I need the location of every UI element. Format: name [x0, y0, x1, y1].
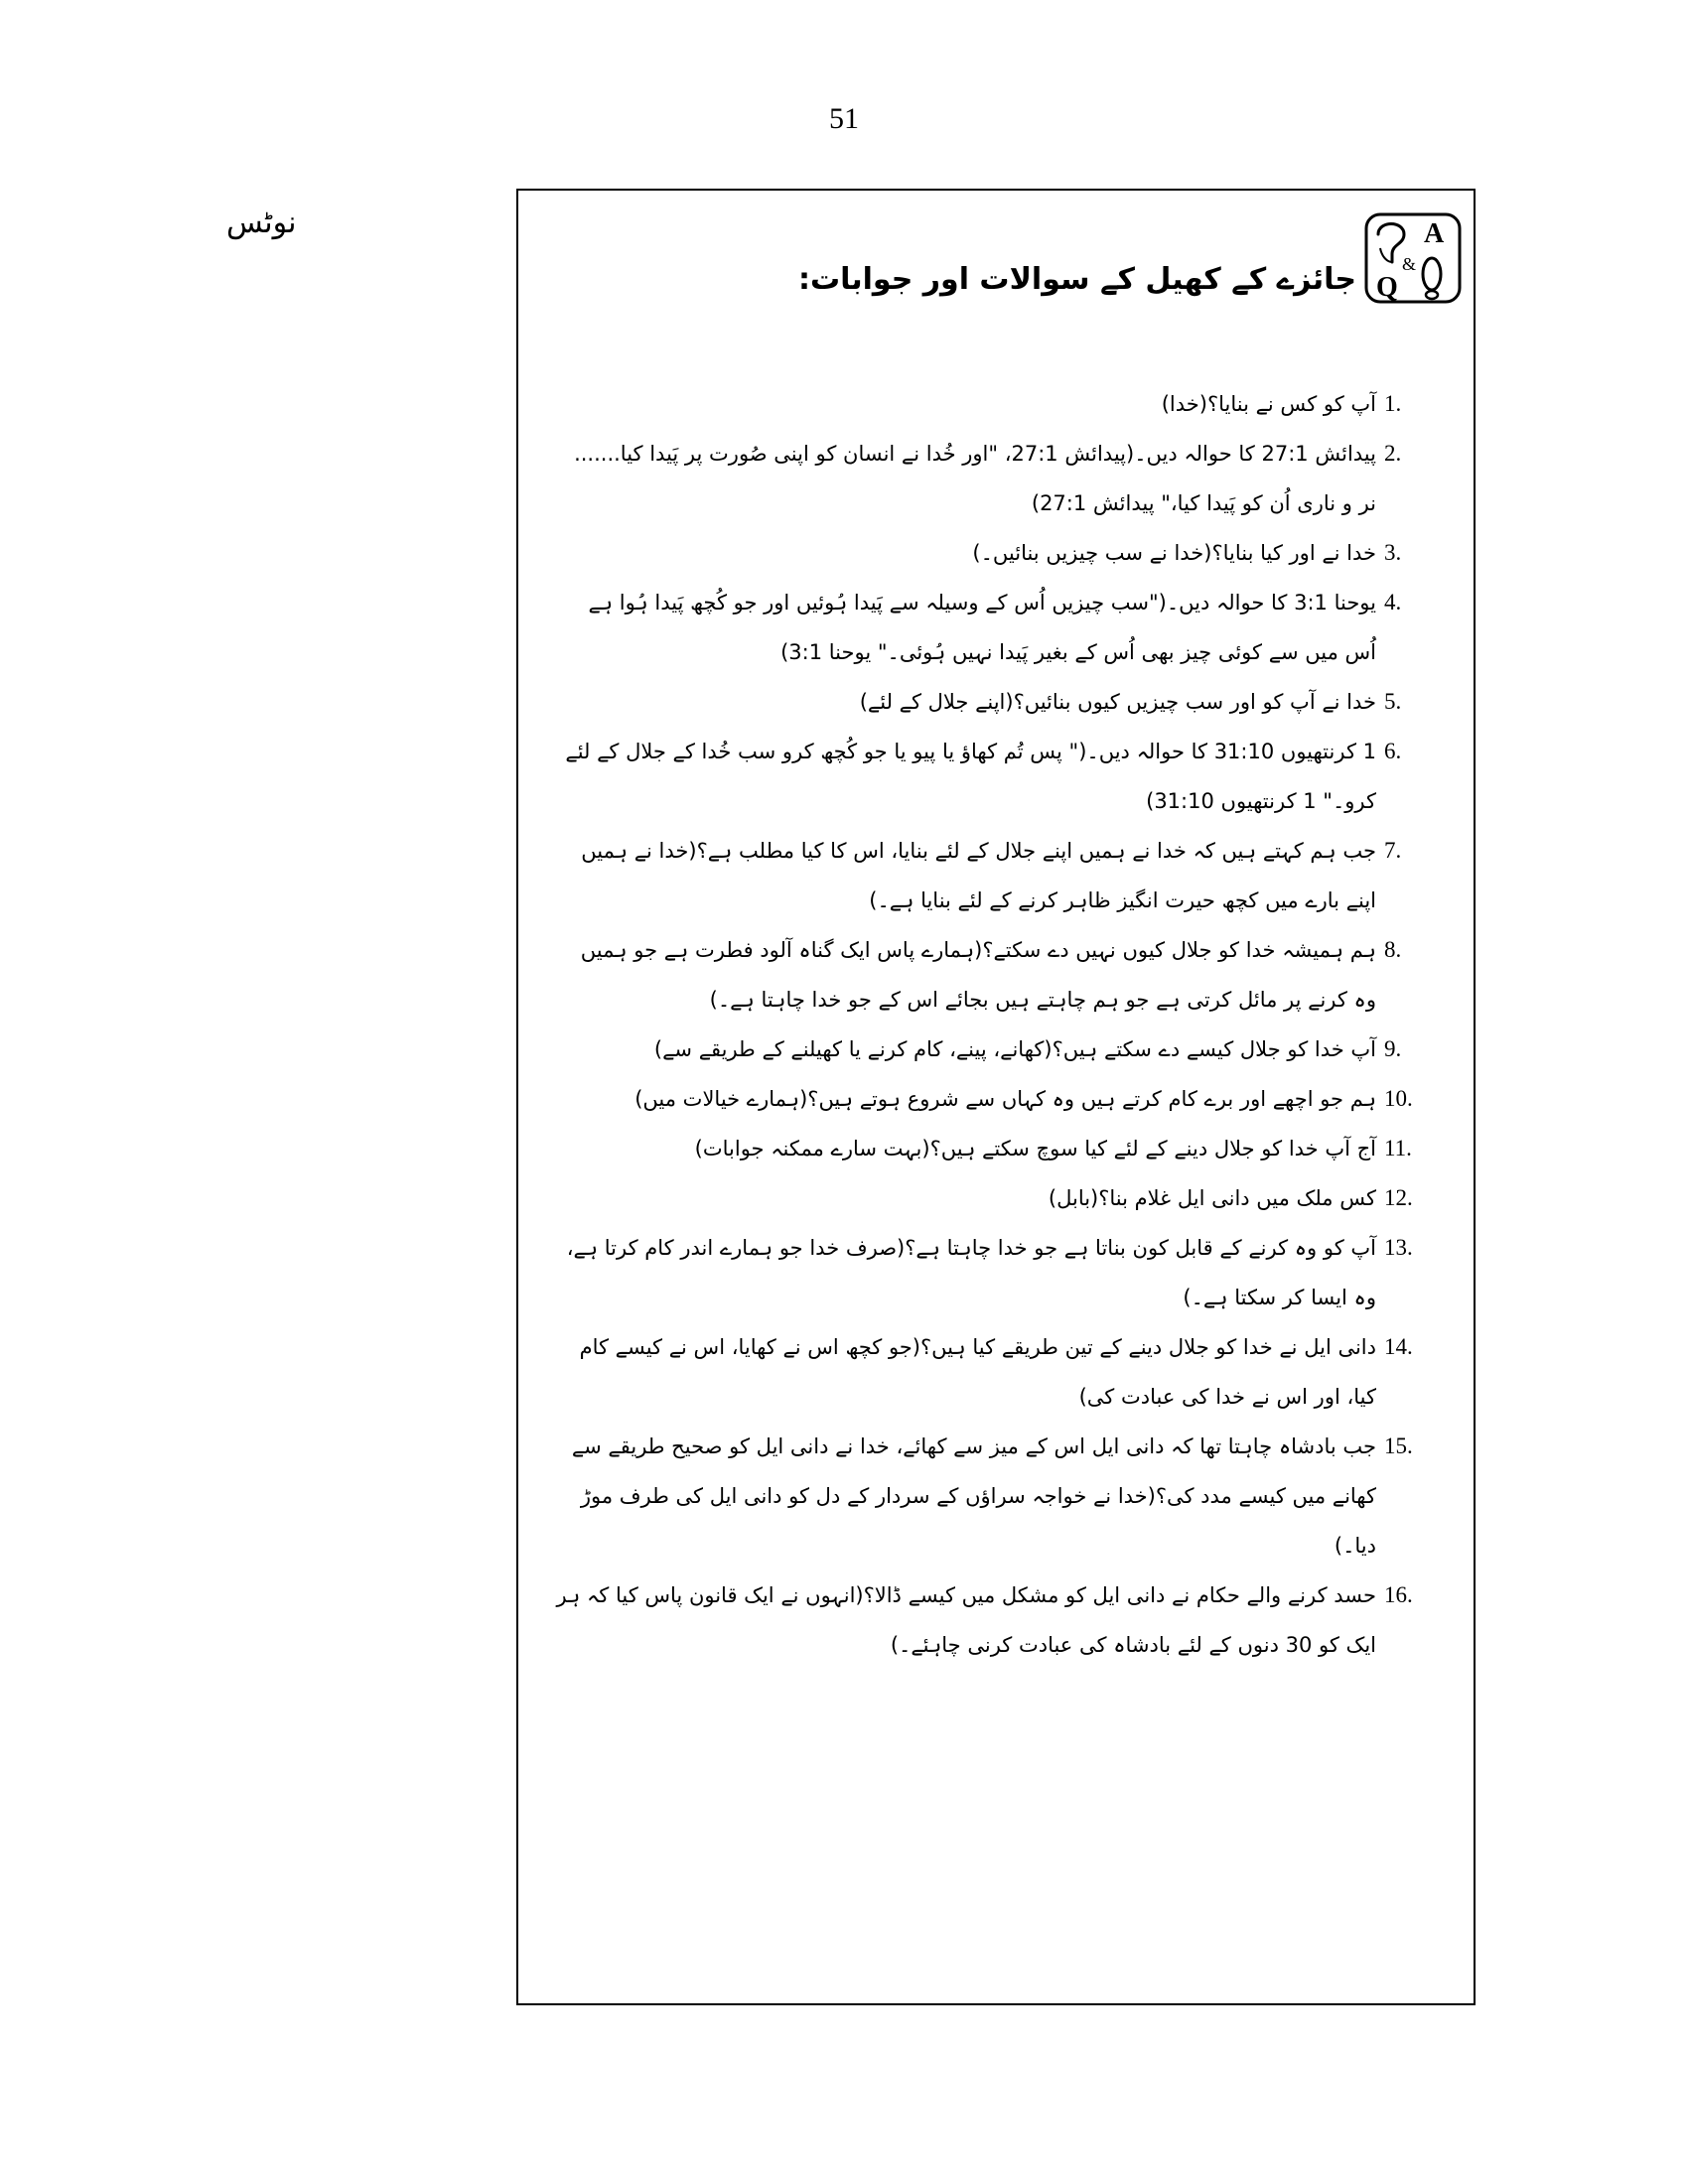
qa-item-number: 11. [1384, 1136, 1412, 1160]
qa-icon-letter-a: A [1424, 218, 1445, 249]
qa-item [554, 578, 1438, 677]
qa-item-text: آپ کو کس نے بنایا؟(خدا) [1161, 392, 1376, 416]
qa-item-number: 13. [1384, 1235, 1413, 1260]
section-title: جائزے کے کھیل کے سوالات اور جوابات: [797, 262, 1356, 297]
qa-icon-ampersand: & [1402, 254, 1417, 274]
qa-item [554, 1223, 1438, 1322]
qa-item-number: 8. [1384, 937, 1402, 962]
qa-item-text: یوحنا 3:1 کا حوالہ دیں۔("سب چیزیں اُس کے وسیلہ سے پَیدا ہُوئیں اور جو کُچھ پَیدا ہُوا ہے اُس میں سے کوئی چیز بھی اُس کے بغیر پَیدا نہیں ہُوئی۔" یوحنا 3:1) [588, 591, 1376, 664]
qa-item [554, 379, 1438, 429]
qa-item [554, 1173, 1438, 1223]
qa-item [554, 1570, 1438, 1670]
qa-item-text: دانی ایل نے خدا کو جلال دینے کے تین طریقے کیا ہیں؟(جو کچھ اس نے کھایا، اس نے کیسے کام کیا، اور اس نے خدا کی عبادت کی) [579, 1335, 1376, 1409]
qa-item [554, 1024, 1438, 1074]
qa-item-number: 12. [1384, 1185, 1413, 1210]
qa-item-number: 10. [1384, 1086, 1413, 1111]
qa-item-number: 1. [1384, 391, 1402, 416]
qa-list [554, 379, 1438, 1670]
qa-item-number: 3. [1384, 540, 1402, 565]
qa-item-text: آپ خدا کو جلال کیسے دے سکتے ہیں؟(کھانے، پینے، کام کرنے یا کھیلنے کے طریقے سے) [653, 1037, 1376, 1061]
qa-item-number: 6. [1384, 739, 1402, 763]
qa-item-text: ہم ہمیشہ خدا کو جلال کیوں نہیں دے سکتے؟(ہمارے پاس ایک گناہ آلود فطرت ہے جو ہمیں وہ کرنے پر مائل کرتی ہے جو ہم چاہتے ہیں بجائے اس کے جو خدا چاہتا ہے۔) [580, 938, 1376, 1012]
qa-icon-letter-q: Q [1376, 272, 1398, 303]
qa-item-text: خدا نے اور کیا بنایا؟(خدا نے سب چیزیں بنائیں۔) [972, 541, 1376, 565]
qa-item [554, 1422, 1438, 1570]
qa-item [554, 1074, 1438, 1124]
qa-item [554, 925, 1438, 1024]
content-box [516, 189, 1476, 2005]
qa-item-text: آج آپ خدا کو جلال دینے کے لئے کیا سوچ سکتے ہیں؟(بہت سارے ممکنہ جوابات) [694, 1137, 1376, 1160]
qa-item-number: 5. [1384, 689, 1402, 714]
qa-item-text: کس ملک میں دانی ایل غلام بنا؟(بابل) [1048, 1186, 1376, 1210]
qa-item-number: 7. [1384, 838, 1402, 863]
qa-item [554, 1322, 1438, 1422]
qa-item-number: 16. [1384, 1582, 1413, 1607]
qa-item-text: حسد کرنے والے حکام نے دانی ایل کو مشکل میں کیسے ڈالا؟(انہوں نے ایک قانون پاس کیا کہ ہر ایک کو 30 دنوں کے لئے بادشاہ کی عبادت کرنی چاہئے۔) [556, 1583, 1376, 1657]
qa-item-text: خدا نے آپ کو اور سب چیزیں کیوں بنائیں؟(اپنے جلال کے لئے) [859, 690, 1376, 714]
qa-item [554, 826, 1438, 925]
qa-item [554, 528, 1438, 578]
qa-item-number: 4. [1384, 590, 1402, 614]
qa-item [554, 677, 1438, 727]
qa-item-text: 1 کرنتھیوں 31:10 کا حوالہ دیں۔(" پس تُم کھاؤ یا پیو یا جو کُچھ کرو سب خُدا کے جلال کے لئے کرو۔" 1 کرنتھیوں 31:10) [565, 740, 1376, 813]
qa-item [554, 727, 1438, 826]
qa-item-number: 14. [1384, 1334, 1413, 1359]
qa-item-text: جب ہم کہتے ہیں کہ خدا نے ہمیں اپنے جلال کے لئے بنایا، اس کا کیا مطلب ہے؟(خدا نے ہمیں اپنے بارے میں کچھ حیرت انگیز ظاہر کرنے کے لئے بنایا ہے۔) [581, 839, 1376, 912]
qa-item-number: 2. [1384, 441, 1402, 466]
notes-label: نوٹس [226, 205, 297, 240]
qa-item-text: پیدائش 27:1 کا حوالہ دیں۔(پیدائش 27:1، "اور خُدا نے انسان کو اپنی صُورت پر پَیدا کیا....... نر و ناری اُن کو پَیدا کیا،" پیدائش 27:1) [574, 442, 1376, 515]
qa-item [554, 1124, 1438, 1173]
page-number: 51 [829, 102, 859, 135]
qa-icon [1364, 212, 1462, 304]
qa-item-text: آپ کو وہ کرنے کے قابل کون بناتا ہے جو خدا چاہتا ہے؟(صرف خدا جو ہمارے اندر کام کرتا ہے، وہ ایسا کر سکتا ہے۔) [566, 1236, 1376, 1309]
qa-item-text: ہم جو اچھے اور برے کام کرتے ہیں وہ کہاں سے شروع ہوتے ہیں؟(ہمارے خیالات میں) [634, 1087, 1376, 1111]
qa-item-number: 15. [1384, 1433, 1413, 1458]
qa-item-number: 9. [1384, 1036, 1402, 1061]
qa-item [554, 429, 1438, 528]
qa-item-text: جب بادشاہ چاہتا تھا کہ دانی ایل اس کے میز سے کھائے، خدا نے دانی ایل کو صحیح طریقے سے کھانے میں کیسے مدد کی؟(خدا نے خواجہ سراؤں کے سردار کے دل کو دانی ایل کی طرف موڑ دیا۔) [571, 1434, 1376, 1558]
section-heading [798, 212, 1462, 304]
